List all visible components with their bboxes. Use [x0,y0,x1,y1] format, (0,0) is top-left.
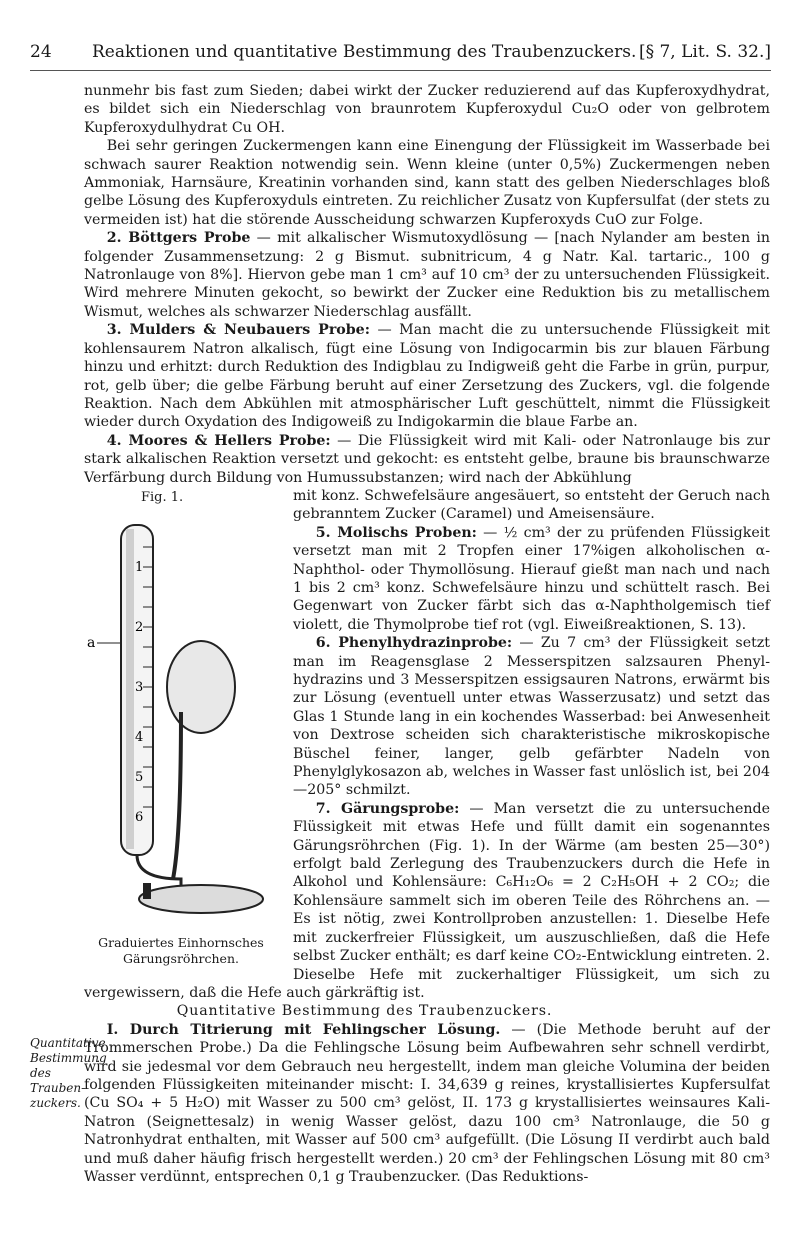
section-subheading: Quantitative Bestimmung des Traubenzuckers. [176,1003,553,1020]
figure-fermentation-tube [81,489,281,967]
mulder-heading: 3. Mulders & Neubauers Probe: [106,322,370,339]
page-number: 24 [30,42,52,62]
phenylhydrazin-text: — Zu 7 cm³ der Flüssigkeit setzt man im Reagensglase 2 Messerspitzen salzsauren Phenylhydrazins und 3 Messerspitzen essigsauren Natrons, erwärmt bis zur Lösung (eventuell unter etwas Wasserzusatz) und setzt das Glas 1 Stunde lang in ein kochendes Wasserbad: bei Anwesenheit von Dextrose scheiden sich charakteristische mikroskopische Büschel feiner, langer, gelb gefärbter Nadeln von Phenylglykosazon ab, welches in Wasser fast unlöslich ist, bei 204—205° schmilzt. [293,635,770,799]
scale-mark-5: 5 [135,770,144,786]
paragraph-moore-continued: mit konz. Schwefelsäure angesäuert, so entsteht der Geruch nach gebranntem Zucker (Caramel) und Ameisensäure. [293,487,770,523]
mulder-text: — Man macht die zu untersuchende Flüssigkeit mit kohlensaurem Natron alkalisch, fügt eine Lösung von Indigocarmin bis zur blauen Färbung hinzu und erhitzt: durch Reduktion des Indigblau zu Indigweiß geht die Farbe in grün, purpur, rot, gelb über; die gelbe Färbung beruht auf einer Zersetzung des Zuckers, vgl. die folgende Reaktion. Nach dem Abkühlen mit atmosphärischer Luft geschüttelt, nimmt die Flüssigkeit wieder durch Oxydation des Indigoweiß zu Indigokarmin die blaue Farbe an. [84,322,770,431]
figure-caption [81,935,281,967]
paragraph-mulder [84,321,770,431]
fermentation-tube-illustration [81,507,281,927]
paragraph-1: nunmehr bis fast zum Sieden; dabei wirkt der Zucker reduzierend auf das Kupferoxydhydrat, es bildet sich ein Niederschlag von braunrotem Kupferoxydul Cu₂O oder von gelbrotem Kupferoxydulhydrat Cu OH. [84,83,770,136]
scale-mark-1: 1 [135,560,144,576]
paragraph-titration [84,1021,770,1187]
garung-heading: 7. Gärungsprobe: [315,800,460,817]
phenylhydrazin-heading: 6. Phenylhydrazinprobe: [315,635,513,652]
scale-mark-3: 3 [135,680,144,696]
header-rule [30,70,771,71]
scale-mark-2: 2 [135,620,144,636]
titration-heading: I. Durch Titrierung mit Fehlingscher Lösung. [106,1021,501,1038]
scale-mark-4: 4 [135,730,144,746]
figure-caption-line-1: Graduiertes Einhornsches [98,934,264,950]
figure-caption-line-2: Gärungsröhrchen. [123,950,239,966]
scale-mark-6: 6 [135,810,144,826]
running-title: Reaktionen und quantitative Bestimmung des Traubenzuckers. [92,42,637,62]
figure-label: Fig. 1. [141,489,184,505]
section-reference: [§ 7, Lit. S. 32.] [638,42,771,62]
margin-note: Quantitative Bestimmung des Traubenzuckers. [30,1036,107,1110]
molisch-text: — ½ cm³ der zu prüfenden Flüssigkeit versetzt man mit 2 Tropfen einer 17%igen alkoholischen α-Naphthol- oder Thymollösung. Hierauf gießt man nach und nach 1 bis 2 cm³ konz. Schwefelsäure hinzu und schüttelt rasch. Bei Gegenwart von Zucker färbt sich das α-Naphtholgemisch tief violett, die Thymolprobe tief rot (vgl. Eiweißreaktionen, S. 13). [293,524,770,633]
main-text [84,82,770,1186]
garung-text: — Man versetzt die zu untersuchende Flüssigkeit mit etwas Hefe und füllt damit ein sogenanntes Gärungsröhrchen (Fig. 1). In der Wärme (am besten 25—30°) erfolgt bald Zerlegung des Traubenzuckers durch die Hefe in Alkohol und Kohlensäure: C₆H₁₂O₆ = 2 C₂H₅OH + 2 CO₂; die Kohlensäure sammelt sich im oberen Teile des Röhrchens an. — Es ist nötig, zwei Kontrollproben anzustellen: 1. Dieselbe Hefe mit zuckerfreier Flüssigkeit, um auszuschließen, daß die Hefe selbst Zucker enthält; es darf keine CO₂-Entwicklung eintreten. 2. Dieselbe Hefe mit zuckerhaltiger Flüssigkeit, um sich zu vergewissern, daß die Hefe auch gärkräftig ist. [84,800,770,1001]
moore-heading: 4. Moores & Hellers Probe: [106,432,331,449]
figure-side-letter: a [87,635,96,652]
paragraph-moore [84,432,770,487]
bottger-text: — mit alkalischer Wismutoxydlösung — [nach Nylander am besten in folgender Zusammensetzung: 2 g Bismut. subnitricum, 4 g Natr. Kal. tartaric., 100 g Natronlauge von 8%]. Hiervon gebe man 1 cm³ auf 10 cm³ der zu untersuchenden Flüssigkeit. Wird mehrere Minuten gekocht, so bewirkt der Zucker eine Reduktion bis zu metallischem Wismut, welches als schwarzer Niederschlag ausfällt. [84,230,770,320]
bottger-heading: 2. Böttgers Probe [106,230,251,247]
titration-text: — (Die Methode beruht auf der Trommerschen Probe.) Da die Fehlingsche Lösung beim Aufbewahren sehr schnell verdirbt, wird sie jedesmal vor dem Gebrauch neu hergestellt, indem man gleiche Volumina der beiden folgenden Flüssigkeiten miteinander mischt: I. 34,639 g reines, krystallisiertes Kupfersulfat (Cu SO₄ + 5 H₂O) mit Wasser zu 500 cm³ gelöst, II. 173 g krystallisiertes weinsaures Kali-Natron (Seignettesalz) in wenig Wasser gelöst, dazu 100 cm³ Natronlauge, die 50 g Natronhydrat enthalten, mit Wasser auf 500 cm³ aufgefüllt. (Die Lösung II verdirbt auch bald und muß daher häufig frisch hergestellt werden.) 20 cm³ der Fehlingschen Lösung mit 80 cm³ Wasser verdünnt, entsprechen 0,1 g Traubenzucker. (Das Reduktions- [84,1021,770,1185]
page-header [30,42,771,68]
paragraph-2: Bei sehr geringen Zuckermengen kann eine Einengung der Flüssigkeit im Wasserbade bei schwach saurer Reaktion notwendig sein. Wenn kleine (unter 0,5%) Zuckermengen neben Ammoniak, Harnsäure, Kreatinin vorhanden sind, kann statt des gelben Niederschlages bloß gelbe Lösung des Kupferoxyduls eintreten. Zu reichlicher Zusatz von Kupfersulfat (der stets zu vermeiden ist) hat die störende Ausscheidung schwarzen Kupferoxyds CuO zur Folge. [84,138,771,228]
moore-text: — Die Flüssigkeit wird mit Kali- oder Natronlauge bis zur stark alkalischen Reaktion versetzt und gekocht: es entsteht gelbe, braune bis braunschwarze Verfärbung durch Bildung von Humussubstanzen; wird nach der Abkühlung [84,432,770,486]
molisch-heading: 5. Molischs Proben: [315,524,477,541]
paragraph-bottger [84,229,770,321]
